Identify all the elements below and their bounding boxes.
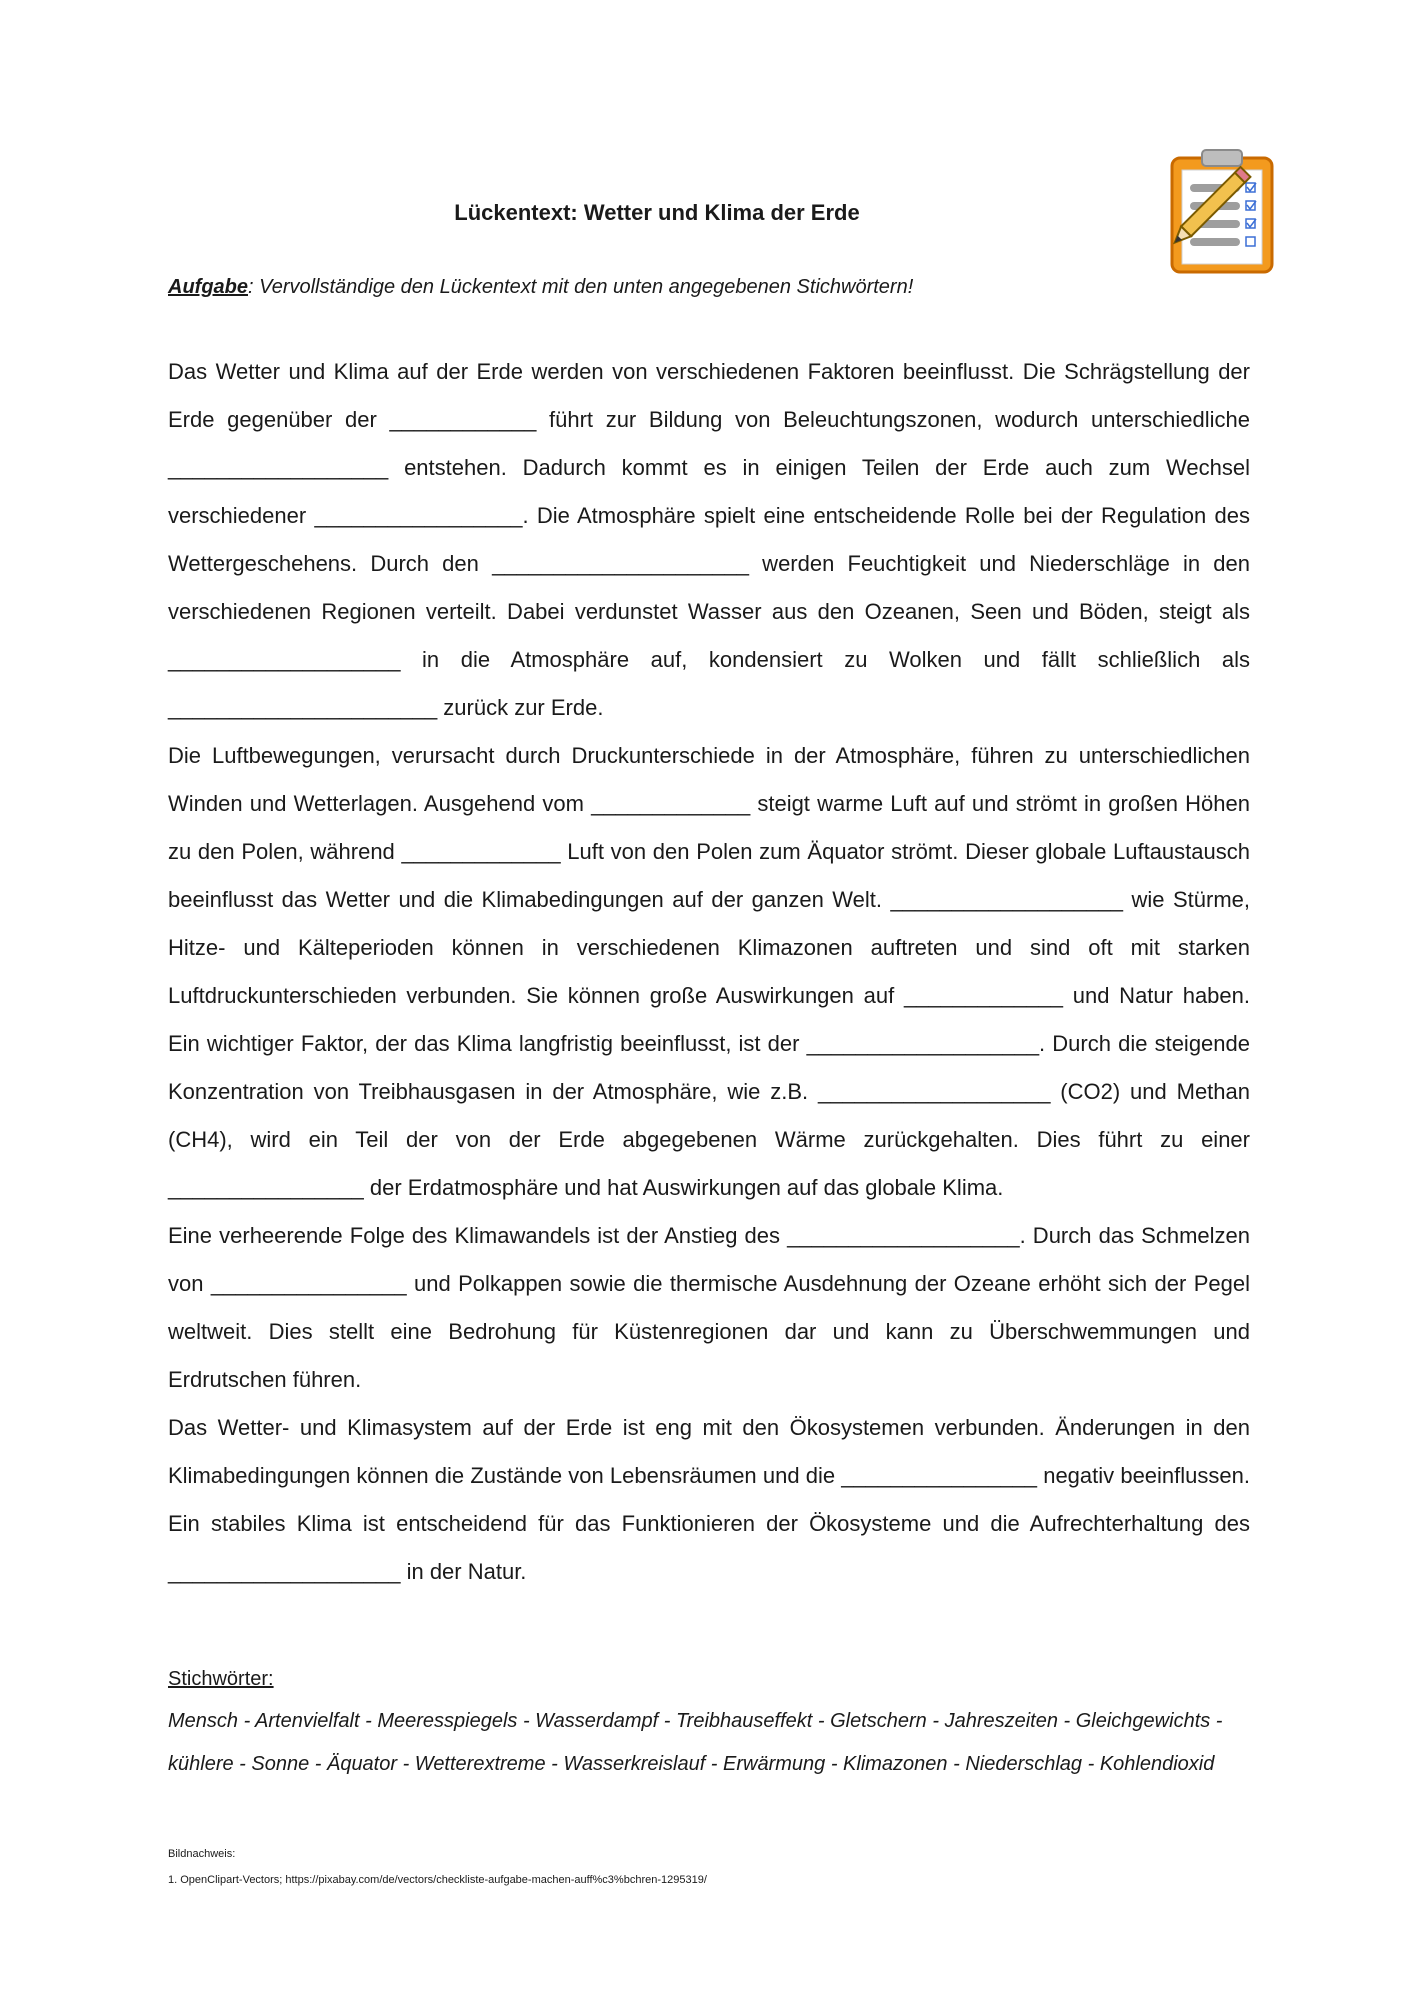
image-credits-heading: Bildnachweis: xyxy=(168,1848,236,1860)
image-credits-line: 1. OpenClipart-Vectors; https://pixabay.com/de/vectors/checkliste-aufgabe-machen-auff%c3%bchren-1295319/ xyxy=(168,1874,707,1886)
task-label: Aufgabe xyxy=(168,276,248,298)
task-instruction xyxy=(168,276,913,299)
task-text: : Vervollständige den Lückentext mit den unten angegebenen Stichwörtern! xyxy=(248,276,914,298)
cloze-text xyxy=(168,348,1250,1596)
paragraph: Das Wetter- und Klimasystem auf der Erde ist eng mit den Ökosystemen verbunden. Änderungen in den Klimabedingungen können die Zustände von Lebensräumen und die ________________ negativ beeinflussen. Ein stabiles Klima ist entscheidend für das Funktionieren der Ökosysteme und die Aufrechterhaltung des ___________________ in der Natur. xyxy=(168,1415,1250,1584)
paragraph: Das Wetter und Klima auf der Erde werden von verschiedenen Faktoren beeinflusst. Die Schrägstellung der Erde gegenüber der ____________ führt zur Bildung von Beleuchtungszonen, wodurch unterschiedliche __________________ entstehen. Dadurch kommt es in einigen Teilen der Erde auch zum Wechsel verschiedener _________________. Die Atmosphäre spielt eine entscheidende Rolle bei der Regulation des Wettergeschehens. Durch den _____________________ werden Feuchtigkeit und Niederschläge in den verschiedenen Regionen verteilt. Dabei verdunstet Wasser aus den Ozeanen, Seen und Böden, steigt als ___________________ in die Atmosphäre auf, kondensiert zu Wolken und fällt schließlich als ______________________ zurück zur Erde. xyxy=(168,359,1250,720)
paragraph: Die Luftbewegungen, verursacht durch Druckunterschiede in der Atmosphäre, führen zu unterschiedlichen Winden und Wetterlagen. Ausgehend vom _____________ steigt warme Luft auf und strömt in großen Höhen zu den Polen, während _____________ Luft von den Polen zum Äquator strömt. Dieser globale Luftaustausch beeinflusst das Wetter und die Klimabedingungen auf der ganzen Welt. ___________________ wie Stürme, Hitze- und Kälteperioden können in verschiedenen Klimazonen auftreten und sind oft mit starken Luftdruckunterschieden verbunden. Sie können große Auswirkungen auf _____________ und Natur haben. Ein wichtiger Faktor, der das Klima langfristig beeinflusst, ist der ___________________. Durch die steigende Konzentration von Treibhausgasen in der Atmosphäre, wie z.B. ___________________ (CO2) und Methan (CH4), wird ein Teil der von der Erde abgegebenen Wärme zurückgehalten. Dies führt zu einer ________________ der Erdatmosphäre und hat Auswirkungen auf das globale Klima. xyxy=(168,743,1250,1200)
keywords-heading: Stichwörter: xyxy=(168,1668,274,1690)
page-title: Lückentext: Wetter und Klima der Erde xyxy=(454,200,860,225)
keywords-list: Mensch - Artenvielfalt - Meeresspiegels - Wasserdampf - Treibhauseffekt - Gletschern - Jahreszeiten - Gleichgewichts - kühlere - Sonne - Äquator - Wetterextreme - Wasserkreislauf - Erwärmung - Klimazonen - Niederschlag - Kohlendioxid xyxy=(168,1710,1223,1775)
clipboard-checklist-icon xyxy=(1168,148,1278,276)
paragraph: Eine verheerende Folge des Klimawandels ist der Anstieg des ___________________. Durch das Schmelzen von ________________ und Polkappen sowie die thermische Ausdehnung der Ozeane erhöht sich der Pegel weltweit. Dies stellt eine Bedrohung für Küstenregionen dar und kann zu Überschwemmungen und Erdrutschen führen. xyxy=(168,1223,1250,1392)
